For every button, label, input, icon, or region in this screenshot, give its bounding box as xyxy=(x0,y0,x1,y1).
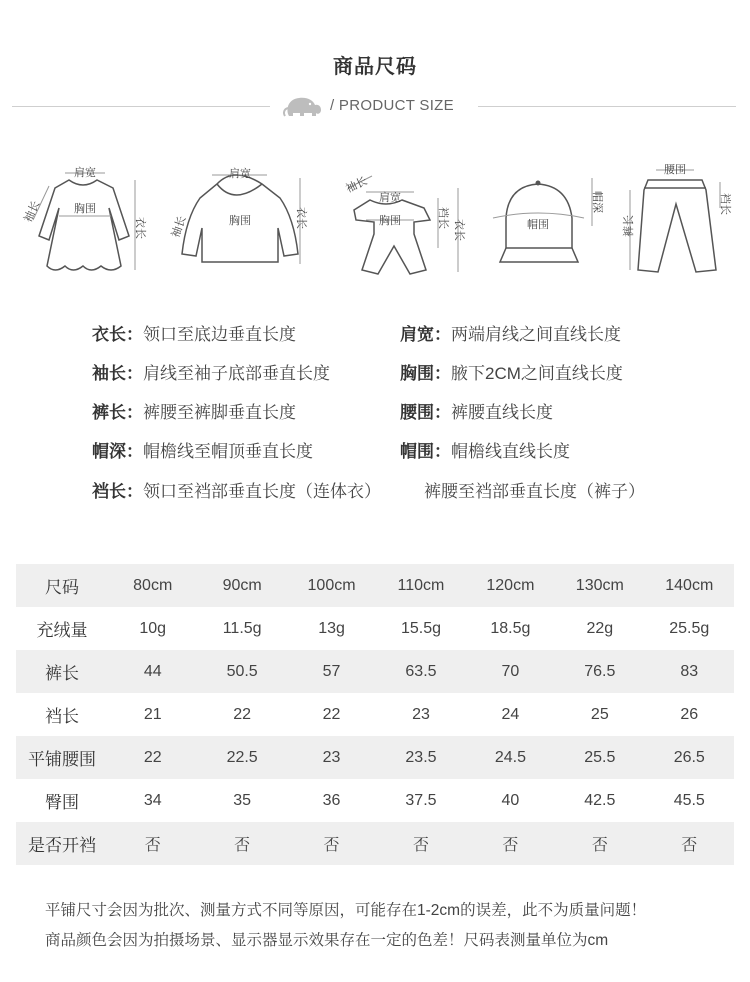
table-row xyxy=(16,736,734,779)
d5-waist-label: 腰围 xyxy=(664,163,686,176)
definition-item: 裆长：领口至裆部垂直长度（连体衣） xyxy=(92,482,381,501)
table-cell: 13g xyxy=(318,619,345,637)
table-cell: 25.5g xyxy=(669,619,710,637)
d3-shoulder-label: 肩宽 xyxy=(379,191,401,204)
table-cell: 40 xyxy=(501,791,520,809)
definition-item: 肩宽：两端肩线之间直线长度 xyxy=(400,325,621,344)
row-label: 臀围 xyxy=(45,793,79,812)
table-cell: 22.5 xyxy=(197,736,286,779)
table-cell: 23 xyxy=(287,736,376,779)
table-cell: 15.5g xyxy=(400,619,441,637)
table-cell: 83 xyxy=(645,650,734,693)
table-cell: 26.5 xyxy=(645,736,734,779)
table-cell: 25.5 xyxy=(555,736,644,779)
table-cell: 24.5 xyxy=(466,736,555,779)
table-cell: 21 xyxy=(143,705,162,723)
table-cell: 22 xyxy=(233,705,252,723)
table-cell: 42.5 xyxy=(584,791,616,809)
definition-item: 帽深：帽檐线至帽顶垂直长度 xyxy=(92,442,313,461)
table-cell: 34 xyxy=(143,791,162,809)
d4-depth-label: 帽深 xyxy=(591,191,604,213)
table-cell: 22g xyxy=(586,619,614,637)
table-cell: 23.5 xyxy=(376,736,465,779)
definition-item: 袖长：肩线至袖子底部垂直长度 xyxy=(92,364,330,383)
table-header-cell: 120cm xyxy=(466,564,555,607)
table-cell: 45.5 xyxy=(673,791,705,809)
d1-shoulder-label: 肩宽 xyxy=(74,166,96,179)
table-header-row xyxy=(16,564,734,607)
table-cell: 否 xyxy=(555,822,644,865)
subtitle-row xyxy=(0,92,750,122)
table-row xyxy=(16,779,734,822)
definition-item: 裤长：裤腰至裤脚垂直长度 xyxy=(92,403,296,422)
table-cell: 37.5 xyxy=(405,791,437,809)
table-cell: 否 xyxy=(376,822,465,865)
elephant-icon xyxy=(280,94,326,120)
row-label: 平铺腰围 xyxy=(16,736,108,779)
page-title: 商品尺码 xyxy=(333,56,417,78)
table-cell: 否 xyxy=(108,822,197,865)
dress-diagram xyxy=(21,158,150,283)
measurement-diagrams xyxy=(0,158,750,283)
table-row xyxy=(16,822,734,865)
definition-item: 帽围：帽檐线直线长度 xyxy=(400,442,570,461)
d2-shoulder-label: 肩宽 xyxy=(229,167,251,180)
row-label: 是否开裆 xyxy=(16,822,108,865)
table-cell: 25 xyxy=(590,705,609,723)
table-cell: 11.5g xyxy=(222,619,262,637)
table-cell: 44 xyxy=(108,650,197,693)
size-table xyxy=(16,564,734,865)
table-cell: 18.5g xyxy=(490,619,531,637)
table-header-cell: 110cm xyxy=(376,564,465,607)
d3-length-label: 衣长 xyxy=(453,219,466,241)
definition-item: 衣长：领口至底边垂直长度 xyxy=(92,325,296,344)
table-cell: 否 xyxy=(466,822,555,865)
table-header-cell: 尺码 xyxy=(16,564,108,607)
jacket-diagram xyxy=(168,158,312,283)
table-cell: 63.5 xyxy=(376,650,465,693)
d1-chest-label: 胸围 xyxy=(74,202,96,215)
table-cell: 22 xyxy=(322,705,341,723)
d1-length-label: 衣长 xyxy=(134,217,147,239)
table-row xyxy=(16,650,734,693)
table-cell: 70 xyxy=(466,650,555,693)
definition-item: 腰围：裤腰直线长度 xyxy=(400,403,553,422)
table-header-cell: 80cm xyxy=(108,564,197,607)
table-cell: 23 xyxy=(412,705,430,723)
table-row xyxy=(16,693,734,736)
divider-right xyxy=(478,106,736,107)
table-cell: 57 xyxy=(287,650,376,693)
d4-circ-label: 帽围 xyxy=(527,218,549,231)
table-header-cell: 130cm xyxy=(555,564,644,607)
row-label: 裤长 xyxy=(16,650,108,693)
d5-crotch-label: 裆长 xyxy=(719,193,732,215)
d3-crotch-label: 裆长 xyxy=(437,207,450,229)
jumpsuit-diagram xyxy=(330,158,470,283)
cap-diagram xyxy=(488,158,613,283)
d2-length-label: 衣长 xyxy=(295,207,308,229)
definition-item: 胸围：腋下2CM之间直线长度 xyxy=(400,364,623,383)
d3-sleeve-label: 袖长 xyxy=(343,174,370,196)
row-label: 裆长 xyxy=(45,707,79,726)
d1-sleeve-label: 袖长 xyxy=(21,198,43,225)
note-line: 平铺尺寸会因为批次、测量方式不同等原因，可能存在1-2cm的误差，此不为质量问题！ xyxy=(45,902,647,919)
row-label: 充绒量 xyxy=(36,621,88,640)
table-cell: 76.5 xyxy=(555,650,644,693)
table-cell: 26 xyxy=(680,705,699,723)
note-line: 商品颜色会因为拍摄场景、显示器显示效果存在一定的色差！尺码表测量单位为cm xyxy=(45,932,609,949)
d2-sleeve-label: 袖长 xyxy=(168,214,189,240)
divider-left xyxy=(12,106,270,107)
pants-diagram xyxy=(620,158,740,283)
table-cell: 36 xyxy=(322,791,341,809)
table-header-cell: 140cm xyxy=(645,564,734,607)
table-cell: 35 xyxy=(233,791,252,809)
table-cell: 22 xyxy=(108,736,197,779)
table-row xyxy=(16,607,734,650)
table-cell: 否 xyxy=(197,822,286,865)
table-cell: 10g xyxy=(139,619,167,637)
d3-chest-label: 胸围 xyxy=(379,214,401,227)
table-header-cell: 100cm xyxy=(287,564,376,607)
table-header-cell: 90cm xyxy=(197,564,286,607)
definition-item: 裤腰至裆部垂直长度（裤子） xyxy=(424,482,645,501)
table-cell: 否 xyxy=(287,822,376,865)
subtitle: / PRODUCT SIZE xyxy=(330,97,454,114)
notes xyxy=(45,896,725,956)
table-cell: 50.5 xyxy=(197,650,286,693)
table-cell: 24 xyxy=(501,705,520,723)
table-cell: 否 xyxy=(645,822,734,865)
d5-pants-label: 裤长 xyxy=(622,215,635,237)
d2-chest-label: 胸围 xyxy=(229,214,251,227)
